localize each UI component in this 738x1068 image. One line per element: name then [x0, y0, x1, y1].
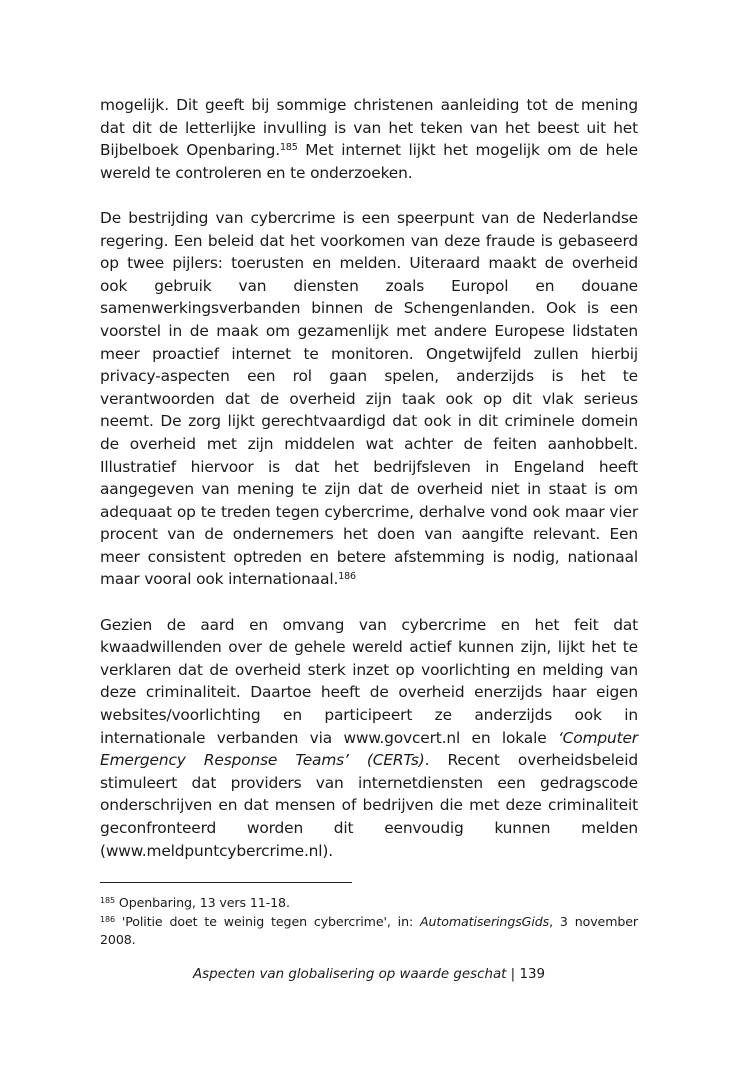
- footnote-ref-185[interactable]: 185: [279, 142, 298, 154]
- footnote-text: 'Politie doet te weinig tegen cybercrime', in:: [114, 913, 420, 929]
- footnote-185: [100, 894, 638, 913]
- body-text: [100, 94, 638, 885]
- paragraph-1-text: mogelijk. Dit geeft bij sommige christenen aanleiding tot de mening dat dit de letterlijke invulling is van het teken van het beest uit het Bijbelboek Openbaring.: [100, 96, 638, 160]
- footnote-divider: [100, 882, 352, 883]
- footnote-source-italic: AutomatiseringsGids: [419, 913, 550, 929]
- footer-separator: |: [506, 967, 520, 982]
- footnotes: [100, 894, 638, 950]
- paragraph-3-text: Gezien de aard en omvang van cybercrime en het feit dat kwaadwillenden over de gehele wereld actief kunnen zijn, lijkt het te verklaren dat de overheid sterk inzet op voorlichting en melding van deze criminaliteit. Daartoe heeft de overheid enerzijds haar eigen websites/voorlichting en participeert ze anderzijds ook in internationale verbanden via www.govcert.nl en lokale: [100, 615, 638, 747]
- footnote-186: [100, 913, 638, 950]
- paragraph-2: [100, 207, 638, 591]
- paragraph-3-text-continued: . Recent overheidsbeleid stimuleert dat providers van internetdiensten een gedragscode onderschrijven en dat mensen of bedrijven die met deze criminaliteit geconfronteerd worden dit eenvoudig kunnen melden (www.meldpuntcybercrime.nl).: [100, 751, 638, 860]
- paragraph-1: [100, 94, 638, 184]
- footer-title: Aspecten van globalisering op waarde geschat: [192, 967, 507, 982]
- paragraph-3-italic: ‘Computer Emergency Response Teams’ (CERTs): [100, 728, 638, 770]
- paragraph-1-text-continued: Met internet lijkt het mogelijk om de hele wereld te controleren en te onderzoeken.: [100, 141, 638, 182]
- page-footer: [0, 965, 738, 985]
- footnote-text-continued: , 3 november 2008.: [100, 913, 638, 947]
- footnote-text: Openbaring, 13 vers 11-18.: [114, 895, 290, 910]
- page-number: 139: [519, 967, 545, 982]
- footnote-ref-186[interactable]: 186: [338, 571, 356, 583]
- paragraph-2-text: De bestrijding van cybercrime is een speerpunt van de Nederlandse regering. Een beleid dat het voorkomen van deze fraude is gebaseerd op twee pijlers: toerusten en melden. Uiteraard maakt de overheid ook gebruik van diensten zoals Europol en douane samenwerkingsverbanden binnen de Schengenlanden. Ook is een voorstel in de maak om gezamenlijk met andere Europese lidstaten meer proactief internet te monitoren. Ongetwijfeld zullen hierbij privacy-aspecten een rol gaan spelen, anderzijds is het te verantwoorden dat de overheid zijn taak ook op dit vlak serieus neemt. De zorg lijkt gerechtvaardigd dat ook in dit criminele domein de overheid met zijn middelen wat achter de feiten aanhobbelt. Illustratief hiervoor is dat het bedrijfsleven in Engeland heeft aangegeven van mening te zijn dat de overheid niet in staat is om adequaat op te treden tegen cybercrime, derhalve vond ook maar vier procent van de ondernemers het doen van aangifte relevant. Een meer consistent optreden en betere afstemming is nodig, nationaal maar vooral ook internationaal.: [100, 208, 638, 589]
- footnote-number: 185: [100, 896, 115, 905]
- footnote-number: 186: [100, 914, 115, 924]
- paragraph-3: [100, 614, 638, 863]
